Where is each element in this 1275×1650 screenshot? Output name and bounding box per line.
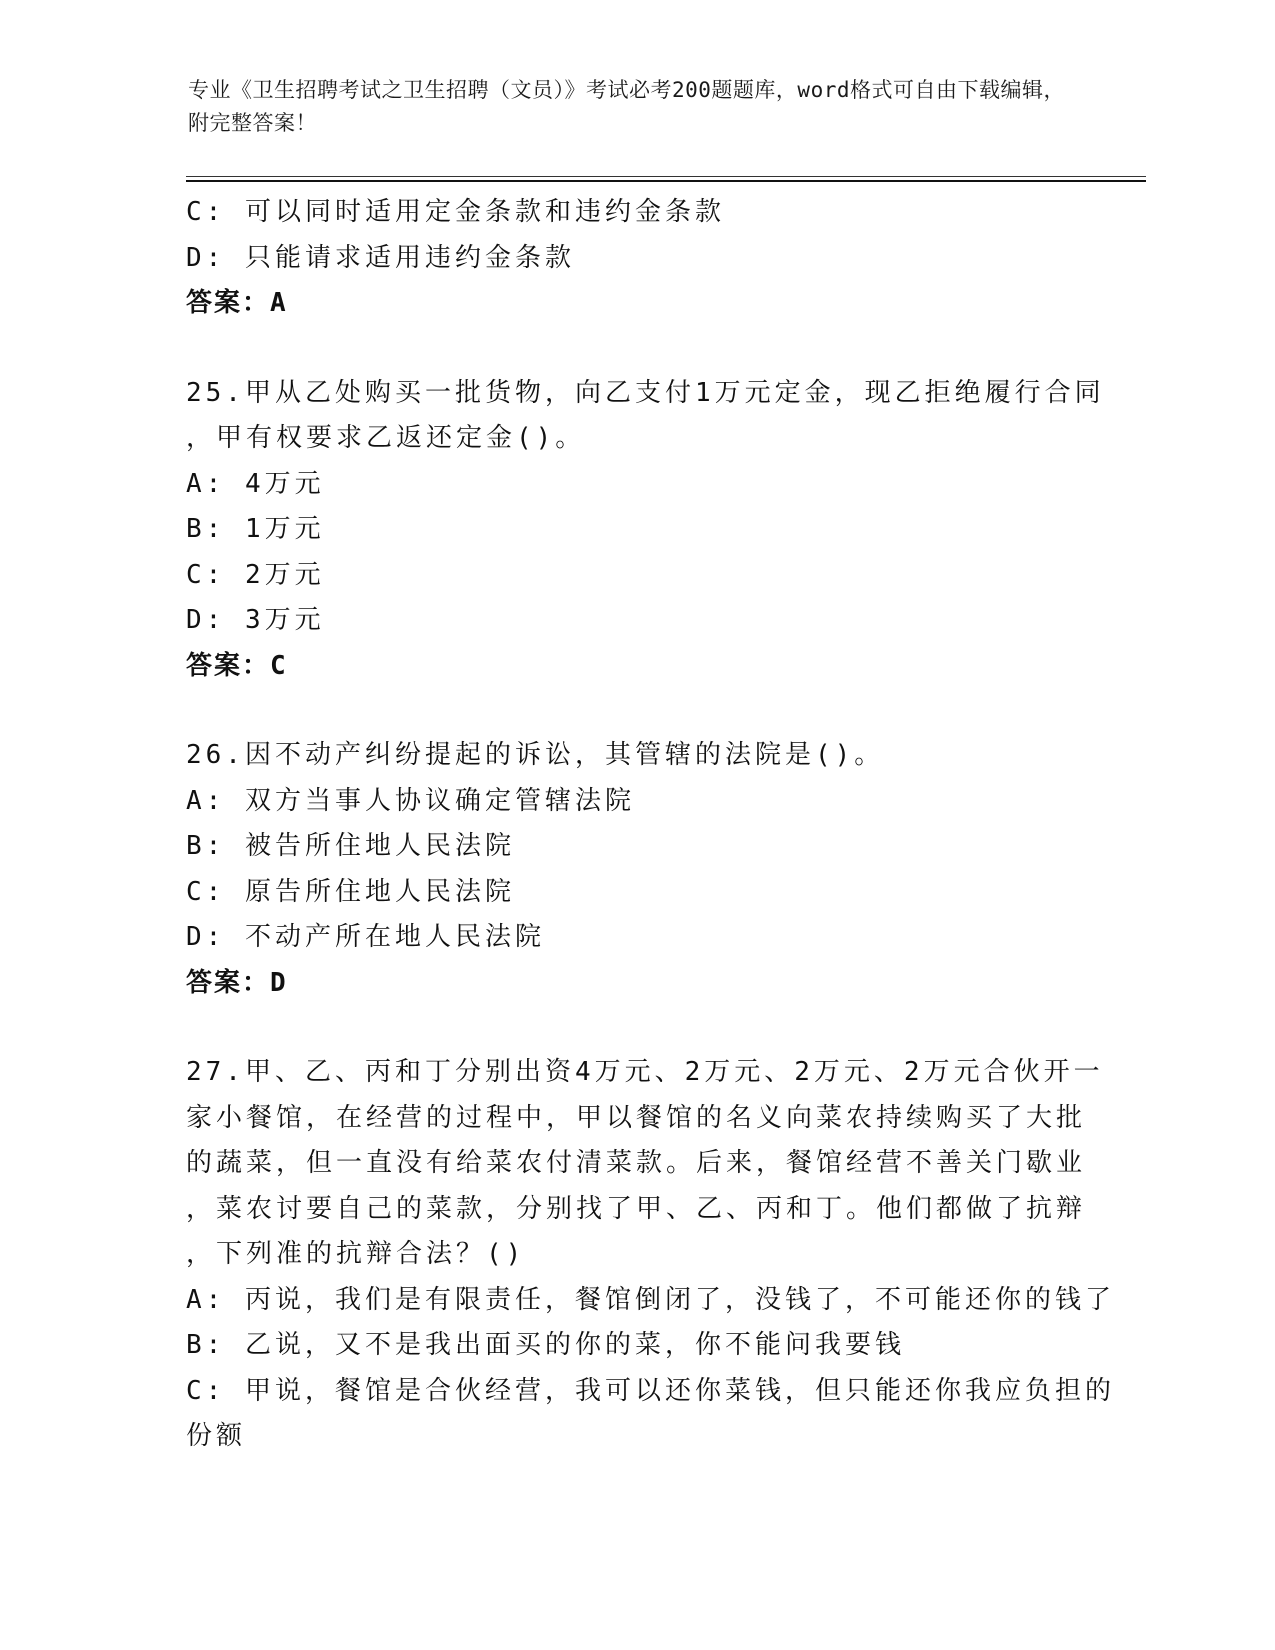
header-rule-thin	[186, 176, 1146, 177]
question-26-line-1: 26.因不动产纠纷提起的诉讼，其管辖的法院是()。	[186, 740, 885, 770]
option-c: C: 可以同时适用定金条款和违约金条款	[186, 197, 725, 227]
answer-line: 答案：C	[186, 650, 288, 681]
document-header: 专业《卫生招聘考试之卫生招聘（文员）》考试必考200题题库，word格式可自由下载编辑，附完整答案！	[188, 78, 1065, 135]
answer-line: 答案：D	[186, 967, 288, 998]
question-25-line-2: ，甲有权要求乙返还定金()。	[186, 423, 586, 453]
question-27-line-5: ，下列准的抗辩合法？()	[186, 1239, 526, 1269]
option-d: D: 只能请求适用违约金条款	[186, 242, 575, 273]
option-b: B: 被告所住地人民法院	[186, 831, 515, 861]
option-c: C: 原告所住地人民法院	[186, 876, 515, 907]
option-c-continued: 份额	[186, 1421, 247, 1451]
option-b: B: 乙说，又不是我出面买的你的菜，你不能问我要钱	[186, 1330, 905, 1360]
option-a: A: 丙说，我们是有限责任，餐馆倒闭了，没钱了，不可能还你的钱了	[186, 1284, 1115, 1315]
question-27-line-4: ，菜农讨要自己的菜款，分别找了甲、乙、丙和丁。他们都做了抗辩	[186, 1193, 1087, 1224]
option-a: A: 双方当事人协议确定管辖法院	[186, 785, 635, 816]
option-c: C: 甲说，餐馆是合伙经营，我可以还你菜钱，但只能还你我应负担的	[186, 1375, 1115, 1406]
answer-line: 答案：A	[186, 288, 288, 318]
option-d: D: 3万元	[186, 605, 325, 635]
question-25-line-1: 25.甲从乙处购买一批货物，向乙支付1万元定金，现乙拒绝履行合同	[186, 377, 1105, 408]
header-rule-thick	[186, 180, 1146, 182]
question-content	[186, 190, 1115, 1460]
question-27-line-3: 的蔬菜，但一直没有给菜农付清菜款。后来，餐馆经营不善关门歇业	[186, 1148, 1087, 1178]
option-c: C: 2万元	[186, 559, 325, 590]
question-27-line-1: 27.甲、乙、丙和丁分别出资4万元、2万元、2万元、2万元合伙开一	[186, 1057, 1104, 1087]
option-a: A: 4万元	[186, 468, 325, 499]
option-d: D: 不动产所在地人民法院	[186, 922, 545, 952]
option-b: B: 1万元	[186, 514, 325, 544]
question-27-line-2: 家小餐馆，在经营的过程中，甲以餐馆的名义向菜农持续购买了大批	[186, 1102, 1087, 1133]
